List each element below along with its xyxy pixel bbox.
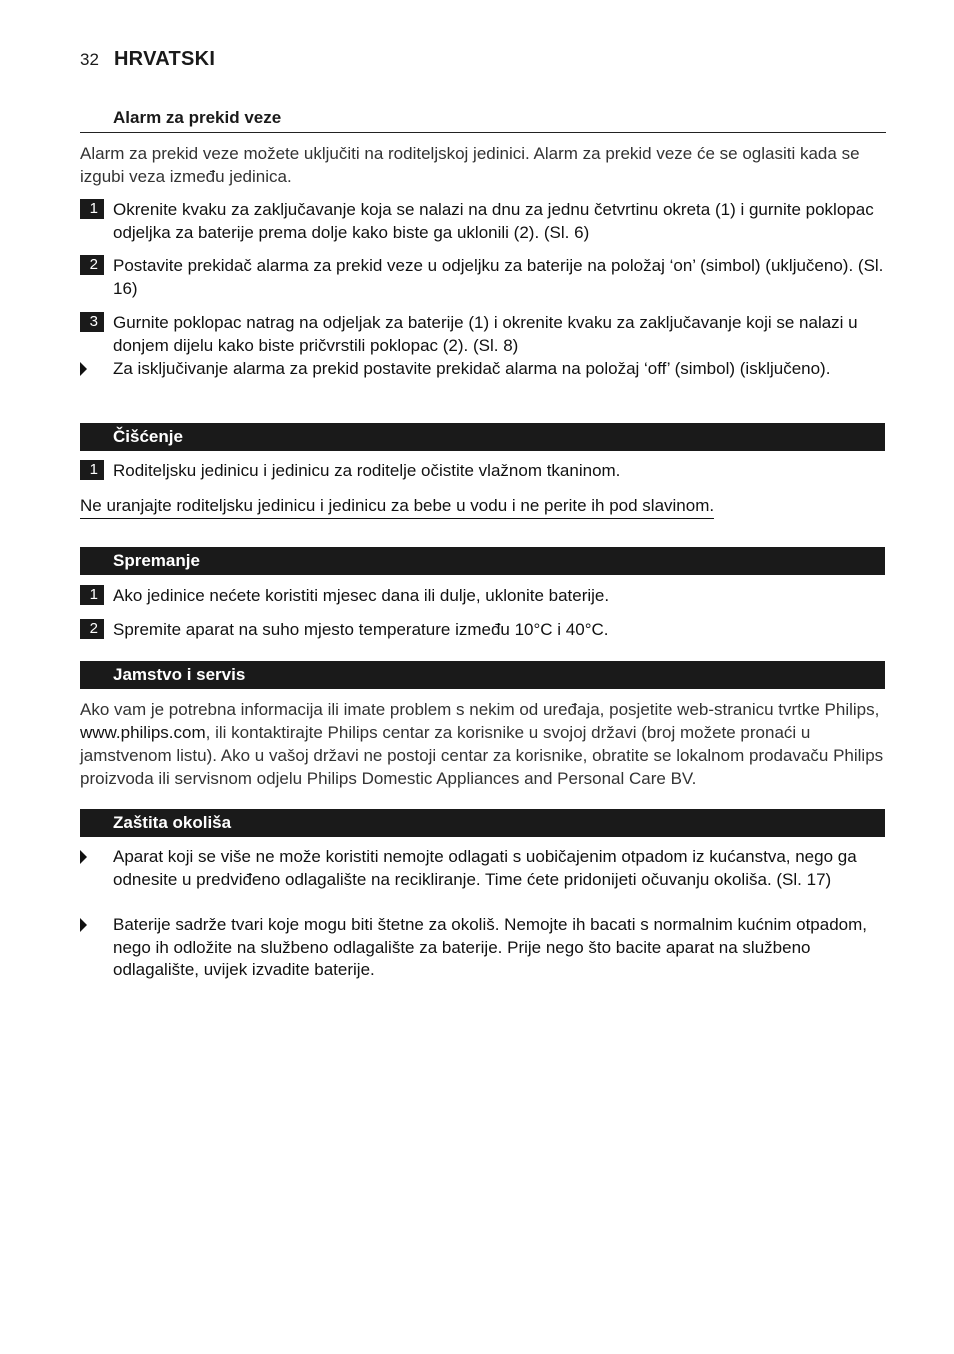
alarm-step-3 — [80, 312, 886, 357]
section-heading-alarm: Alarm za prekid veze — [80, 108, 886, 133]
step-text: Gurnite poklopac natrag na odjeljak za baterije (1) i okrenite kvaku za zaključavanje koji se nalazi u donjem dijelu kako biste pričvrstili poklopac (2). (Sl. 8) — [113, 313, 858, 355]
bullet-arrow-icon — [80, 362, 87, 376]
alarm-bullet — [80, 358, 886, 381]
section-heading-storage: Spremanje — [80, 547, 885, 575]
bullet-arrow-icon — [80, 918, 87, 932]
page-header — [80, 48, 215, 71]
step-number-badge: 3 — [80, 312, 104, 332]
environment-bullet-1 — [80, 846, 886, 891]
step-number-badge: 2 — [80, 619, 104, 639]
warranty-text: Ako vam je potrebna informacija ili imate problem s nekim od uređaja, posjetite web-stranicu tvrtke Philips, www.philips.com, ili kontaktirajte Philips centar za korisnike u svojoj državi (broj možete pronaći u jamstvenom listu). Ako u vašoj državi ne postoji centar za korisnike, obratite se lokalnom prodavaču Philips proizvoda ili servisnom odjelu Philips Domestic Appliances and Personal Care BV. — [80, 700, 884, 788]
philips-website-link[interactable]: www.philips.com — [80, 723, 206, 742]
environment-bullet-2 — [80, 914, 886, 982]
step-text: Roditeljsku jedinicu i jedinicu za roditelje očistite vlažnom tkaninom. — [113, 461, 621, 480]
alarm-intro: Alarm za prekid veze možete uključiti na roditeljskoj jedinici. Alarm za prekid veze će se oglasiti kada se izgubi veza između jedinica. — [80, 144, 860, 186]
step-text: Spremite aparat na suho mjesto temperature između 10°C i 40°C. — [113, 620, 609, 639]
step-number-badge: 1 — [80, 460, 104, 480]
step-number-badge: 2 — [80, 255, 104, 275]
cleaning-warning: Ne uranjajte roditeljsku jedinicu i jedinicu za bebe u vodu i ne perite ih pod slavinom. — [80, 494, 714, 519]
section-heading-cleaning: Čišćenje — [80, 423, 885, 451]
storage-step-2 — [80, 619, 886, 642]
section-heading-warranty: Jamstvo i servis — [80, 661, 885, 689]
step-number-badge: 1 — [80, 585, 104, 605]
bullet-text: Za isključivanje alarma za prekid postavite prekidač alarma na položaj ‘off’ (simbol) (isključeno). — [113, 359, 831, 378]
bullet-text: Aparat koji se više ne može koristiti nemojte odlagati s uobičajenim otpadom iz kućanstva, nego ga odnesite u predviđeno odlagalište na recikliranje. Time ćete pridonijeti očuvanju okoliša. (Sl. 17) — [113, 847, 857, 889]
step-number-badge: 1 — [80, 199, 104, 219]
step-text: Ako jedinice nećete koristiti mjesec dana ili dulje, uklonite baterije. — [113, 586, 610, 605]
step-text: Postavite prekidač alarma za prekid veze u odjeljku za baterije na položaj ‘on’ (simbol) (uključeno). (Sl. 16) — [113, 256, 884, 298]
page-number: 32 — [80, 50, 99, 69]
storage-step-1 — [80, 585, 886, 608]
bullet-arrow-icon — [80, 850, 87, 864]
bullet-text: Baterije sadrže tvari koje mogu biti štetne za okoliš. Nemojte ih bacati s normalnim kućnim otpadom, nego ih odložite na službeno odlagalište za baterije. Prije nego što bacite aparat na službeno odlagalište, uvijek izvadite baterije. — [113, 915, 868, 979]
alarm-step-1 — [80, 199, 886, 244]
alarm-step-2 — [80, 255, 886, 300]
step-text: Okrenite kvaku za zaključavanje koja se nalazi na dnu za jednu četvrtinu okreta (1) i gurnite poklopac odjeljka za baterije prema dolje kako biste ga uklonili (2). (Sl. 6) — [113, 200, 874, 242]
section-heading-environment: Zaštita okoliša — [80, 809, 885, 837]
language-title: HRVATSKI — [113, 48, 216, 70]
cleaning-step-1 — [80, 460, 886, 483]
